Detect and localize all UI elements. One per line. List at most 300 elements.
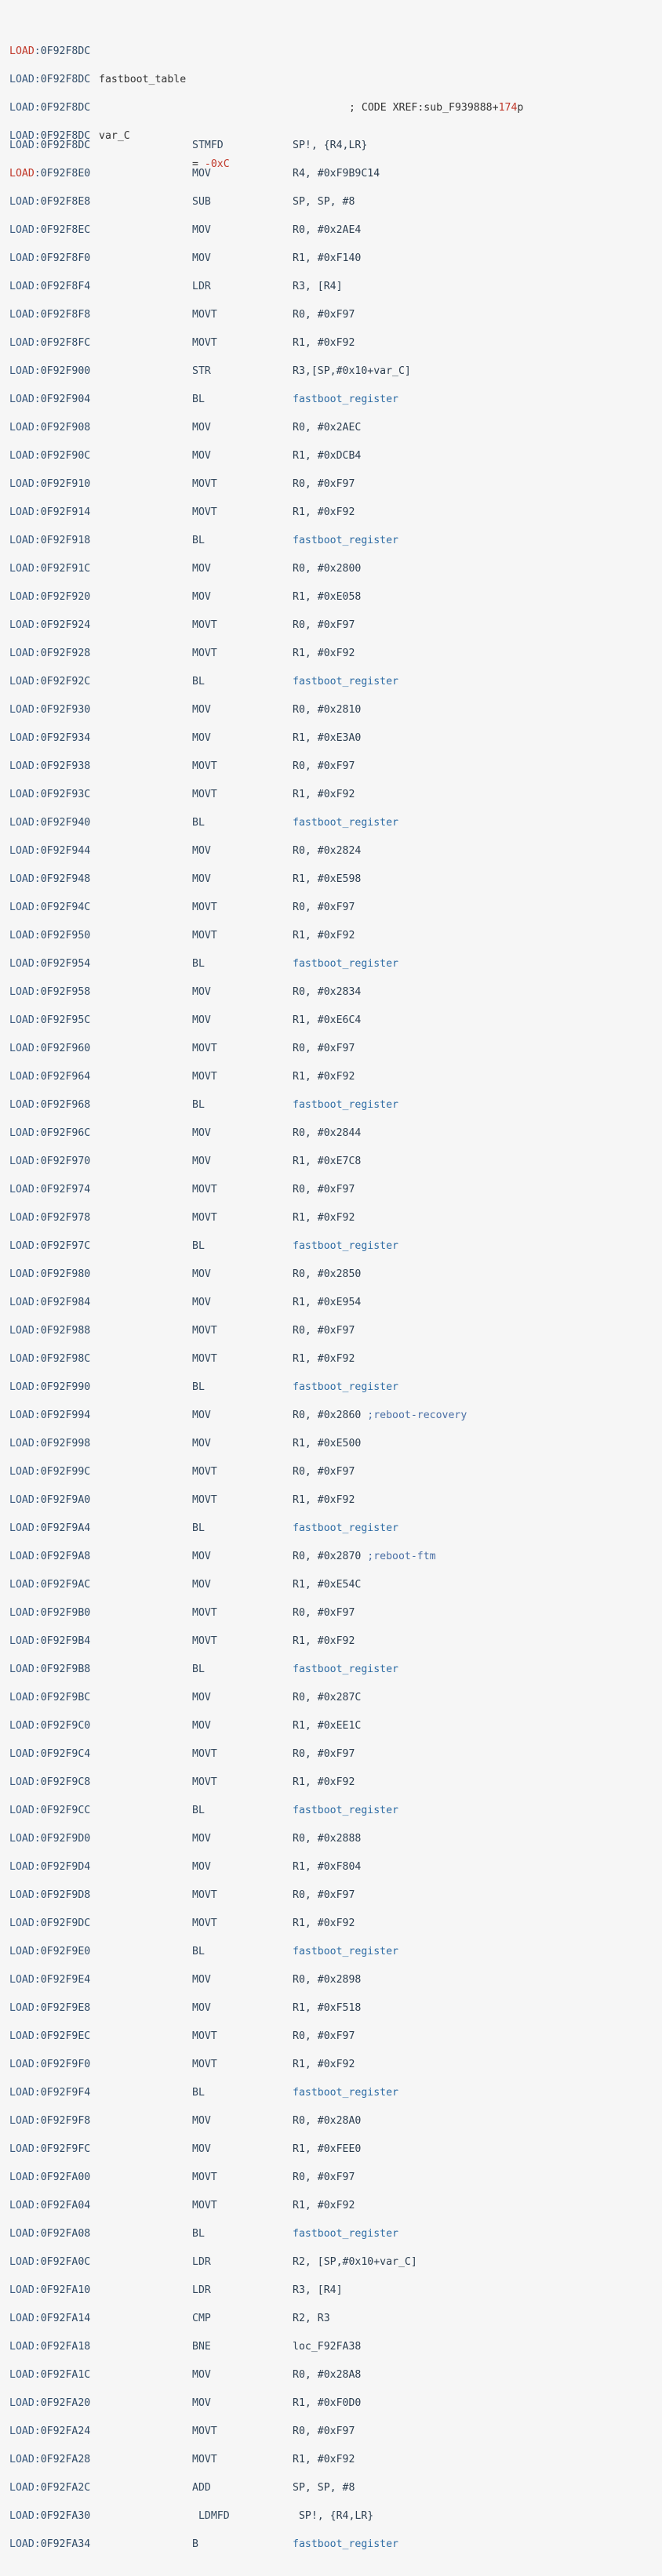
address[interactable]: LOAD:0F92F978	[9, 1212, 91, 1224]
instruction-row[interactable]	[0, 527, 662, 555]
operands	[293, 611, 355, 640]
address[interactable]: LOAD:0F92F924	[9, 619, 91, 631]
instruction-row[interactable]	[0, 1345, 662, 1373]
operand-text: R0, #0xF97	[293, 309, 355, 321]
address[interactable]: LOAD:0F92FA08	[9, 2228, 91, 2240]
operands	[293, 499, 355, 527]
address[interactable]: LOAD:0F92F930	[9, 704, 91, 716]
instruction-row[interactable]	[0, 2361, 662, 2389]
operands	[293, 1035, 355, 1063]
mnemonic: MOVT	[192, 1325, 217, 1337]
address[interactable]: LOAD:0F92F9B0	[9, 1607, 91, 1619]
address[interactable]: LOAD:0F92F9A0	[9, 1494, 91, 1506]
address[interactable]: LOAD:0F92F8E8	[9, 196, 91, 208]
address[interactable]: LOAD:0F92F94C	[9, 902, 91, 913]
address[interactable]: LOAD:0F92F93C	[9, 789, 91, 800]
operands	[293, 1543, 436, 1571]
instruction-row[interactable]	[0, 1486, 662, 1515]
function-name-label[interactable]: fastboot_table	[99, 74, 187, 85]
instruction-row[interactable]	[0, 1627, 662, 1656]
function-reference-link[interactable]: fastboot_register	[293, 958, 398, 970]
address[interactable]: LOAD:0F92FA20	[9, 2397, 91, 2409]
address[interactable]: LOAD:0F92F970	[9, 1156, 91, 1167]
mnemonic: MOV	[192, 2002, 211, 2014]
address[interactable]: LOAD:0F92F9A4	[9, 1522, 91, 1534]
operands	[293, 2051, 355, 2079]
operand-text: loc_F92FA38	[293, 2341, 362, 2353]
instruction-row[interactable]	[0, 2305, 662, 2333]
address[interactable]: LOAD:0F92F92C	[9, 676, 91, 688]
operand-text: R0, #0x2898	[293, 1974, 362, 1986]
instruction-row[interactable]	[0, 1035, 662, 1063]
operand-text: R0, #0xF97	[293, 902, 355, 913]
address[interactable]: LOAD:0F92FA10	[9, 2284, 91, 2296]
mnemonic: MOV	[192, 873, 211, 885]
operand-text: R1, #0xF92	[293, 1635, 355, 1647]
address[interactable]: LOAD:0F92F9E4	[9, 1974, 91, 1986]
instruction-row[interactable]	[0, 1938, 662, 1966]
mnemonic: BL	[192, 1381, 205, 1393]
instruction-row[interactable]	[0, 2051, 662, 2079]
instruction-row[interactable]	[0, 1063, 662, 1091]
operand-text: R1, #0xF92	[293, 2059, 355, 2070]
instruction-row[interactable]	[0, 781, 662, 809]
inline-comment: ;reboot-ftm	[361, 1551, 436, 1562]
instruction-row[interactable]	[0, 2135, 662, 2164]
operands[interactable]	[293, 1656, 398, 1684]
address[interactable]: LOAD:0F92FA00	[9, 2171, 91, 2183]
mnemonic: BL	[192, 394, 205, 405]
address[interactable]: LOAD:0F92F8F8	[9, 309, 91, 321]
instruction-row[interactable]	[0, 1853, 662, 1881]
instruction-row[interactable]	[0, 2277, 662, 2305]
operand-text: R0, #0x2AEC	[293, 422, 362, 434]
instruction-row[interactable]	[0, 329, 662, 357]
instruction-row[interactable]	[0, 1740, 662, 1769]
instruction-row[interactable]	[0, 132, 662, 160]
address[interactable]: LOAD:0F92F958	[9, 986, 91, 998]
mnemonic: MOVT	[192, 1776, 217, 1788]
instruction-row[interactable]	[0, 470, 662, 499]
operands	[293, 160, 380, 188]
mnemonic: MOV	[192, 1127, 211, 1139]
instruction-row[interactable]	[0, 696, 662, 724]
function-reference-link[interactable]: fastboot_register	[293, 1522, 398, 1534]
address[interactable]: LOAD:0F92F8F4	[9, 281, 91, 292]
address[interactable]: LOAD:0F92F940	[9, 817, 91, 829]
address[interactable]: LOAD:0F92F950	[9, 930, 91, 942]
address[interactable]: LOAD:0F92F8DC	[9, 102, 91, 114]
address[interactable]: LOAD:0F92F8DC	[9, 45, 91, 57]
instruction-row[interactable]	[0, 611, 662, 640]
operand-text: R3, [R4]	[293, 281, 343, 292]
mnemonic: MOV	[192, 2143, 211, 2155]
instruction-row[interactable]	[0, 2474, 662, 2502]
operands[interactable]	[293, 2531, 398, 2559]
function-reference-link[interactable]: fastboot_register	[293, 1805, 398, 1816]
address[interactable]: LOAD:0F92F95C	[9, 1014, 91, 1026]
instruction-row[interactable]	[0, 1204, 662, 1232]
mnemonic: MOVT	[192, 1466, 217, 1478]
mnemonic: MOV	[192, 1974, 211, 1986]
mnemonic: MOV	[192, 704, 211, 716]
address[interactable]: LOAD:0F92FA14	[9, 2313, 91, 2324]
address[interactable]: LOAD:0F92F920	[9, 591, 91, 603]
disassembly-listing	[0, 9, 662, 2559]
stack-variable-name[interactable]: var_C	[99, 130, 130, 142]
address[interactable]: LOAD:0F92F99C	[9, 1466, 91, 1478]
address[interactable]: LOAD:0F92F988	[9, 1325, 91, 1337]
address[interactable]: LOAD:0F92F968	[9, 1099, 91, 1111]
operand-text: R0, #0xF97	[293, 1466, 355, 1478]
instruction-row[interactable]	[0, 2248, 662, 2277]
operand-text: R0, #0x28A8	[293, 2369, 362, 2381]
mnemonic: MOVT	[192, 619, 217, 631]
mnemonic: MOVT	[192, 337, 217, 349]
instruction-row[interactable]	[0, 1769, 662, 1797]
address[interactable]: LOAD:0F92F904	[9, 394, 91, 405]
instruction-row[interactable]	[0, 386, 662, 414]
operands	[293, 2192, 355, 2220]
operand-text: R0, #0x2834	[293, 986, 362, 998]
function-reference-link[interactable]: fastboot_register	[293, 1240, 398, 1252]
instruction-row[interactable]	[0, 1515, 662, 1543]
address[interactable]: LOAD:0F92F9F4	[9, 2087, 91, 2099]
function-reference-link[interactable]: fastboot_register	[293, 394, 398, 405]
instruction-row[interactable]	[0, 809, 662, 837]
function-reference-link[interactable]: fastboot_register	[293, 817, 398, 829]
address[interactable]: LOAD:0F92F9D0	[9, 1833, 91, 1845]
operands	[293, 1458, 355, 1486]
instruction-row[interactable]	[0, 1119, 662, 1148]
instruction-row[interactable]	[0, 2333, 662, 2361]
operand-text: R1, #0xE058	[293, 591, 362, 603]
instruction-row[interactable]	[0, 188, 662, 216]
xref-comment[interactable]: ; CODE XREF:sub_F939888+174p	[349, 102, 524, 114]
function-reference-link[interactable]: fastboot_register	[293, 2228, 398, 2240]
address[interactable]: LOAD:0F92F9F8	[9, 2115, 91, 2127]
instruction-row[interactable]	[0, 1232, 662, 1261]
instruction-row[interactable]	[0, 1261, 662, 1289]
instruction-row[interactable]	[0, 2023, 662, 2051]
instruction-row[interactable]	[0, 1091, 662, 1119]
mnemonic: MOV	[192, 986, 211, 998]
instruction-row[interactable]	[0, 216, 662, 245]
instruction-row[interactable]	[0, 1910, 662, 1938]
mnemonic: MOVT	[192, 930, 217, 942]
address[interactable]: LOAD:0F92F908	[9, 422, 91, 434]
address[interactable]: LOAD:0F92F9C4	[9, 1748, 91, 1760]
address[interactable]: LOAD:0F92F8DC	[9, 130, 91, 142]
operands[interactable]	[293, 809, 398, 837]
instruction-row[interactable]	[0, 1599, 662, 1627]
instruction-row[interactable]	[0, 1571, 662, 1599]
instruction-row[interactable]	[0, 894, 662, 922]
function-reference-link[interactable]: fastboot_register	[293, 1381, 398, 1393]
operands	[293, 1571, 361, 1599]
operands	[293, 1684, 361, 1712]
instruction-row[interactable]	[0, 837, 662, 865]
address[interactable]: LOAD:0F92F90C	[9, 450, 91, 462]
address[interactable]: LOAD:0F92F97C	[9, 1240, 91, 1252]
mnemonic: MOVT	[192, 309, 217, 321]
mnemonic: MOV	[192, 1579, 211, 1591]
instruction-row[interactable]	[0, 1994, 662, 2023]
operands[interactable]	[293, 950, 398, 978]
address[interactable]: LOAD:0F92F998	[9, 1438, 91, 1449]
mnemonic: LDR	[192, 2256, 211, 2268]
address[interactable]: LOAD:0F92F974	[9, 1184, 91, 1195]
instruction-row[interactable]	[0, 1430, 662, 1458]
operands[interactable]	[293, 1797, 398, 1825]
address[interactable]: LOAD:0F92F9FC	[9, 2143, 91, 2155]
operands[interactable]	[293, 1373, 398, 1402]
instruction-row[interactable]	[0, 2418, 662, 2446]
operands[interactable]	[293, 386, 398, 414]
function-reference-link[interactable]: fastboot_register	[293, 535, 398, 546]
instruction-row[interactable]	[0, 160, 662, 188]
operand-text: R0, #0x2824	[293, 845, 362, 857]
operands	[293, 1148, 361, 1176]
operands	[293, 470, 355, 499]
address[interactable]: LOAD:0F92FA28	[9, 2454, 91, 2465]
address[interactable]: LOAD:0F92F8E0	[9, 168, 91, 180]
instruction-row[interactable]	[0, 1656, 662, 1684]
instruction-row[interactable]	[0, 442, 662, 470]
address[interactable]: LOAD:0F92F994	[9, 1410, 91, 1421]
mnemonic: BL	[192, 1664, 205, 1675]
instruction-row[interactable]	[0, 724, 662, 753]
address[interactable]: LOAD:0F92F948	[9, 873, 91, 885]
address[interactable]: LOAD:0F92F8DC	[9, 74, 91, 85]
instruction-row[interactable]	[0, 978, 662, 1007]
address[interactable]: LOAD:0F92F98C	[9, 1353, 91, 1365]
instruction-row[interactable]	[0, 1712, 662, 1740]
address[interactable]: LOAD:0F92FA0C	[9, 2256, 91, 2268]
instruction-row[interactable]	[0, 357, 662, 386]
address[interactable]: LOAD:0F92FA34	[9, 2538, 91, 2550]
operand-text: R0, #0x2850	[293, 1268, 362, 1280]
instruction-row[interactable]	[0, 555, 662, 583]
function-header-line	[0, 9, 662, 114]
operands[interactable]	[293, 2079, 398, 2107]
address[interactable]: LOAD:0F92FA1C	[9, 2369, 91, 2381]
address[interactable]: LOAD:0F92F954	[9, 958, 91, 970]
instruction-row[interactable]	[0, 2220, 662, 2248]
mnemonic: MOV	[192, 252, 211, 264]
operand-text: R0, #0xF97	[293, 1607, 355, 1619]
address[interactable]: LOAD:0F92F9E8	[9, 2002, 91, 2014]
instruction-row[interactable]	[0, 668, 662, 696]
instruction-row[interactable]	[0, 245, 662, 273]
mnemonic: BL	[192, 958, 205, 970]
address[interactable]: LOAD:0F92F964	[9, 1071, 91, 1083]
operands	[293, 978, 361, 1007]
instruction-row[interactable]	[0, 753, 662, 781]
instruction-row[interactable]	[0, 2107, 662, 2135]
instruction-row[interactable]	[0, 2164, 662, 2192]
address[interactable]: LOAD:0F92F9B8	[9, 1664, 91, 1675]
operand-text: R4, #0xF9B9C14	[293, 168, 380, 180]
address[interactable]: LOAD:0F92F9F0	[9, 2059, 91, 2070]
instruction-row[interactable]	[0, 1289, 662, 1317]
operand-text: SP!, {R4,LR}	[293, 2510, 374, 2522]
address[interactable]: LOAD:0F92F9C0	[9, 1720, 91, 1732]
instruction-row[interactable]	[0, 1797, 662, 1825]
operand-text: R1, #0xEE1C	[293, 1720, 362, 1732]
operands[interactable]	[293, 1515, 398, 1543]
instruction-list	[0, 132, 662, 2559]
mnemonic: MOVT	[192, 1043, 217, 1054]
instruction-row[interactable]	[0, 2502, 662, 2531]
operands[interactable]	[293, 1938, 398, 1966]
instruction-row[interactable]	[0, 1148, 662, 1176]
instruction-row[interactable]	[0, 499, 662, 527]
instruction-row[interactable]	[0, 1881, 662, 1910]
mnemonic: MOV	[192, 591, 211, 603]
address[interactable]: LOAD:0F92FA24	[9, 2425, 91, 2437]
instruction-row[interactable]	[0, 950, 662, 978]
operands	[293, 724, 361, 753]
instruction-row[interactable]	[0, 640, 662, 668]
address[interactable]: LOAD:0F92F9B4	[9, 1635, 91, 1647]
address[interactable]: LOAD:0F92F8EC	[9, 224, 91, 236]
operands	[293, 273, 343, 301]
instruction-row[interactable]	[0, 1402, 662, 1430]
instruction-row[interactable]	[0, 1176, 662, 1204]
address[interactable]: LOAD:0F92F984	[9, 1297, 91, 1308]
address[interactable]: LOAD:0F92F934	[9, 732, 91, 744]
instruction-row[interactable]	[0, 2446, 662, 2474]
instruction-row[interactable]	[0, 2079, 662, 2107]
operands	[293, 2107, 361, 2135]
instruction-row[interactable]	[0, 865, 662, 894]
address[interactable]: LOAD:0F92F914	[9, 506, 91, 518]
address[interactable]: LOAD:0F92F980	[9, 1268, 91, 1280]
operands[interactable]	[293, 2220, 398, 2248]
instruction-row[interactable]	[0, 1543, 662, 1571]
address[interactable]: LOAD:0F92FA2C	[9, 2482, 91, 2494]
operand-text: R3,[SP,#0x10+var_C]	[293, 365, 411, 377]
function-reference-link[interactable]: fastboot_register	[293, 1946, 398, 1957]
inline-comment: ;reboot-recovery	[361, 1410, 467, 1421]
mnemonic: BL	[192, 1099, 205, 1111]
address[interactable]: LOAD:0F92F9C8	[9, 1776, 91, 1788]
address[interactable]: LOAD:0F92F96C	[9, 1127, 91, 1139]
address[interactable]: LOAD:0F92F900	[9, 365, 91, 377]
address[interactable]: LOAD:0F92F9EC	[9, 2030, 91, 2042]
mnemonic: MOVT	[192, 2171, 217, 2183]
function-reference-link[interactable]: fastboot_register	[293, 676, 398, 688]
instruction-row[interactable]	[0, 922, 662, 950]
mnemonic: BL	[192, 535, 205, 546]
address[interactable]: LOAD:0F92F938	[9, 760, 91, 772]
instruction-row[interactable]	[0, 1458, 662, 1486]
operands[interactable]	[293, 1232, 398, 1261]
address[interactable]: LOAD:0F92F918	[9, 535, 91, 546]
mnemonic: MOV	[192, 1410, 211, 1421]
operands	[293, 414, 361, 442]
operand-text: R1, #0xF92	[293, 1212, 355, 1224]
address[interactable]: LOAD:0F92F9D4	[9, 1861, 91, 1873]
mnemonic: MOV	[192, 1551, 211, 1562]
instruction-row[interactable]	[0, 2531, 662, 2559]
operands[interactable]	[293, 1091, 398, 1119]
instruction-row[interactable]	[0, 2389, 662, 2418]
operands	[293, 1204, 355, 1232]
address[interactable]: LOAD:0F92F990	[9, 1381, 91, 1393]
address[interactable]: LOAD:0F92F8FC	[9, 337, 91, 349]
operands	[293, 2502, 373, 2531]
address[interactable]: LOAD:0F92FA30	[9, 2510, 91, 2522]
address[interactable]: LOAD:0F92F928	[9, 648, 91, 659]
instruction-row[interactable]	[0, 1825, 662, 1853]
address[interactable]: LOAD:0F92F9CC	[9, 1805, 91, 1816]
instruction-row[interactable]	[0, 2192, 662, 2220]
instruction-row[interactable]	[0, 273, 662, 301]
address[interactable]: LOAD:0F92F910	[9, 478, 91, 490]
operands	[293, 1910, 355, 1938]
address[interactable]: LOAD:0F92F944	[9, 845, 91, 857]
operand-text: R1, #0xE7C8	[293, 1156, 362, 1167]
function-reference-link[interactable]: fastboot_register	[293, 1664, 398, 1675]
instruction-row[interactable]	[0, 1317, 662, 1345]
operand-text: R2, R3	[293, 2313, 330, 2324]
mnemonic: MOVT	[192, 760, 217, 772]
mnemonic: STR	[192, 365, 211, 377]
instruction-row[interactable]	[0, 1966, 662, 1994]
address[interactable]: LOAD:0F92F9E0	[9, 1946, 91, 1957]
instruction-row[interactable]	[0, 414, 662, 442]
mnemonic: MOV	[192, 1014, 211, 1026]
mnemonic: MOVT	[192, 648, 217, 659]
address[interactable]: LOAD:0F92F8F0	[9, 252, 91, 264]
address[interactable]: LOAD:0F92F9BC	[9, 1692, 91, 1703]
instruction-row[interactable]	[0, 1684, 662, 1712]
address[interactable]: LOAD:0F92F9AC	[9, 1579, 91, 1591]
mnemonic: MOV	[192, 845, 211, 857]
function-reference-link[interactable]: fastboot_register	[293, 1099, 398, 1111]
address[interactable]: LOAD:0F92FA18	[9, 2341, 91, 2353]
instruction-row[interactable]	[0, 1007, 662, 1035]
operands[interactable]	[293, 527, 398, 555]
address[interactable]: LOAD:0F92FA04	[9, 2200, 91, 2211]
operands	[293, 1345, 355, 1373]
address[interactable]: LOAD:0F92F91C	[9, 563, 91, 575]
operands	[293, 2164, 355, 2192]
mnemonic: MOV	[192, 563, 211, 575]
mnemonic: MOV	[192, 1297, 211, 1308]
mnemonic: LDMFD	[192, 2510, 230, 2522]
operands	[293, 329, 355, 357]
mnemonic: MOV	[192, 1438, 211, 1449]
address[interactable]: LOAD:0F92F8DC	[9, 140, 91, 151]
function-reference-link[interactable]: fastboot_register	[293, 2538, 398, 2550]
instruction-row[interactable]	[0, 301, 662, 329]
mnemonic: BL	[192, 817, 205, 829]
operands	[293, 1289, 361, 1317]
function-reference-link[interactable]: fastboot_register	[293, 2087, 398, 2099]
address[interactable]: LOAD:0F92F960	[9, 1043, 91, 1054]
operands	[293, 2418, 355, 2446]
address[interactable]: LOAD:0F92F9A8	[9, 1551, 91, 1562]
instruction-row[interactable]	[0, 583, 662, 611]
instruction-row[interactable]	[0, 1373, 662, 1402]
mnemonic: STMFD	[192, 140, 224, 151]
address[interactable]: LOAD:0F92F9D8	[9, 1889, 91, 1901]
operands[interactable]	[293, 668, 398, 696]
address[interactable]: LOAD:0F92F9DC	[9, 1917, 91, 1929]
